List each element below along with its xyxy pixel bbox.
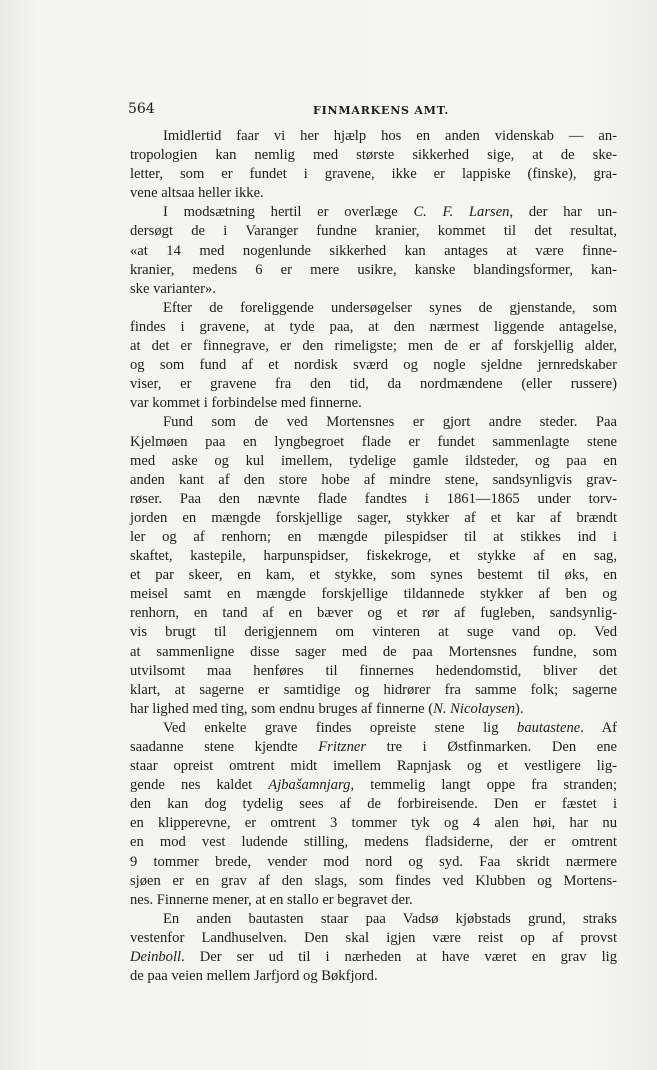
text-line — [130, 490, 617, 509]
text-line — [130, 471, 617, 490]
paragraph — [130, 299, 617, 414]
paragraph — [130, 203, 617, 298]
text-segment: Kjelmøen paa en lyngbegroet flade er fundet sammenlagte stene — [130, 433, 617, 450]
text-line — [130, 795, 617, 814]
text-segment: «at 14 med nogenlunde sikkerhed kan antages at være finne- — [130, 242, 617, 259]
text-line — [130, 528, 617, 547]
text-line — [130, 757, 617, 776]
text-segment: dersøgt de i Varanger fundne kranier, kommet til det resultat, — [130, 223, 617, 240]
page-number: 564 — [128, 101, 155, 117]
text-segment: Imidlertid faar vi her hjælp hos en anden videnskab — an- — [163, 128, 617, 144]
text-segment: saadanne stene kjendte — [130, 739, 319, 755]
text-segment: findes i gravene, at tyde paa, at den nærmest liggende antagelse, — [130, 318, 617, 335]
text-line — [130, 681, 617, 700]
page-header — [0, 101, 657, 123]
text-segment: nes. Finnerne mener, at en stallo er begravet der. — [130, 891, 413, 908]
text-line — [130, 299, 617, 318]
text-line — [130, 776, 617, 795]
text-segment: har lighed med ting, som endnu bruges af finnerne ( — [130, 700, 434, 717]
text-line — [130, 662, 617, 681]
text-segment: Ved enkelte grave findes opreiste stene lig — [163, 719, 518, 736]
text-line — [130, 203, 617, 222]
text-line — [130, 910, 617, 929]
text-segment: ler og af renhorn; en mængde pilespidser til at stikkes ind i — [130, 528, 617, 545]
text-segment: og som fund af et nordisk sværd og nogle sjeldne jernredskaber — [130, 357, 617, 374]
text-segment: meisel samt en mængde forskjellige tildannede stykker af ben og — [130, 586, 617, 603]
text-segment: viser, er gravene fra den tid, da nordmændene (eller russere) — [130, 376, 617, 393]
text-line — [130, 375, 617, 394]
paragraph — [130, 910, 617, 986]
text-line — [130, 318, 617, 337]
text-segment: sjøen er en grav af den slags, som findes ved Klubben og Mortens- — [130, 872, 617, 889]
text-line — [130, 184, 617, 203]
italic-segment: Deinboll — [130, 949, 182, 966]
text-segment: utvilsomt maa henføres til finnernes hedendomstid, bliver det — [130, 662, 617, 679]
text-line — [130, 833, 617, 852]
text-line — [130, 700, 617, 719]
text-segment: en klipperevne, er omtrent 3 tommer tyk og 4 alen høi, har nu — [130, 815, 617, 832]
text-line — [130, 814, 617, 833]
text-line — [130, 643, 617, 662]
text-line — [130, 604, 617, 623]
text-line — [130, 146, 617, 165]
text-line — [130, 261, 617, 280]
text-segment: ). — [515, 700, 524, 717]
paragraph — [130, 127, 617, 203]
text-line — [130, 394, 617, 413]
text-segment: En anden bautasten staar paa Vadsø kjøbstads grund, straks — [163, 910, 617, 927]
running-title: FINMARKENS AMT. — [313, 104, 449, 117]
text-line — [130, 509, 617, 528]
text-segment: de paa veien mellem Jarfjord og Bøkfjord. — [130, 968, 378, 985]
text-segment: ske varianter». — [130, 280, 216, 297]
text-line — [130, 165, 617, 184]
text-line — [130, 280, 617, 299]
text-segment: , temmelig langt oppe fra stranden; — [350, 777, 617, 794]
text-line — [130, 356, 617, 375]
text-line — [130, 452, 617, 471]
text-segment: med aske og kul imellem, tydelige gamle ildsteder, og paa en — [130, 452, 617, 469]
text-segment: vestenfor Landhuselven. Den skal igjen være reist op af provst — [130, 929, 617, 946]
text-line — [130, 127, 617, 146]
text-line — [130, 853, 617, 872]
text-segment: . Af — [580, 719, 617, 736]
text-segment: tre i Østfinmarken. Den ene — [366, 739, 617, 755]
italic-segment: bautastene — [517, 719, 581, 736]
text-segment: kranier, medens 6 er mere usikre, kanske blandingsformer, kan- — [130, 261, 617, 278]
paragraph — [130, 719, 617, 910]
text-segment: røser. Paa den nævnte flade fandtes i 1861—1865 under torv- — [130, 490, 617, 507]
italic-segment: N. Nicolaysen — [433, 700, 516, 717]
italic-segment: Fritzner — [318, 739, 367, 755]
text-segment: 9 tommer brede, vender mod nord og syd. Faa skridt nærmere — [130, 853, 617, 870]
text-line — [130, 872, 617, 891]
text-segment: gende nes kaldet — [130, 777, 269, 794]
text-line — [130, 891, 617, 910]
text-segment: den kan dog tydelig sees af de forbireisende. Den er fæstet i — [130, 796, 617, 813]
text-segment: vis brugt til derigjennem om vinteren at suge vand op. Ved — [130, 624, 617, 641]
text-line — [130, 337, 617, 356]
text-line — [130, 948, 617, 967]
text-line — [130, 623, 617, 642]
text-line — [130, 738, 617, 757]
text-line — [130, 413, 617, 432]
text-line — [130, 242, 617, 261]
text-segment: vene altsaa heller ikke. — [130, 185, 264, 202]
text-line — [130, 585, 617, 604]
text-line — [130, 433, 617, 452]
text-segment: en mod vest ludende stilling, medens fladsiderne, der er omtrent — [130, 834, 617, 851]
text-segment: staar opreist omtrent midt imellem Rapnjask og et vestligere lig- — [130, 758, 617, 775]
body-text — [130, 127, 617, 986]
text-segment: at sammenligne disse sager med de paa Mortensnes fundne, som — [130, 643, 617, 660]
text-line — [130, 929, 617, 948]
paragraph — [130, 413, 617, 719]
text-segment: Fund som de ved Mortensnes er gjort andre steder. Paa — [163, 414, 617, 431]
text-line — [130, 547, 617, 566]
text-segment: renhorn, en tand af en bæver og et rør af fugleben, sandsynlig- — [130, 605, 617, 622]
text-segment: , der har un- — [509, 204, 618, 221]
text-segment: klart, at sagerne er samtidige og hidrører fra samme folk; sagerne — [130, 681, 617, 698]
text-segment: letter, som er fundet i gravene, ikke er lappiske (finske), gra- — [130, 166, 617, 183]
text-segment: . Der ser ud til i nærheden at have været en grav lig — [181, 949, 617, 966]
text-segment: tropologien kan nemlig med største sikkerhed sige, at de ske- — [130, 147, 617, 164]
text-line — [130, 566, 617, 585]
text-segment: I modsætning hertil er overlæge — [163, 204, 414, 221]
text-line — [130, 222, 617, 241]
text-segment: Efter de foreliggende undersøgelser synes de gjenstande, som — [163, 299, 617, 316]
text-segment: jorden en mængde forskjellige sager, stykker af et kar af brændt — [130, 509, 617, 526]
italic-segment: Ajbašamnjarg — [268, 777, 351, 794]
text-segment: et par skeer, en kam, et stykke, som synes bestemt til øks, en — [130, 567, 617, 584]
text-segment: skaftet, kastepile, harpunspidser, fiskekroge, et stykke af en sag, — [130, 548, 617, 565]
text-line — [130, 967, 617, 986]
text-segment: var kommet i forbindelse med finnerne. — [130, 395, 362, 412]
text-segment: at det er finnegrave, er den rimeligste; men de er af forskjellig alder, — [130, 338, 617, 355]
text-segment: anden kant af den store hobe af mindre stene, sandsynligvis grav- — [130, 471, 617, 488]
italic-segment: C. F. Larsen — [413, 204, 510, 221]
text-line — [130, 719, 617, 738]
